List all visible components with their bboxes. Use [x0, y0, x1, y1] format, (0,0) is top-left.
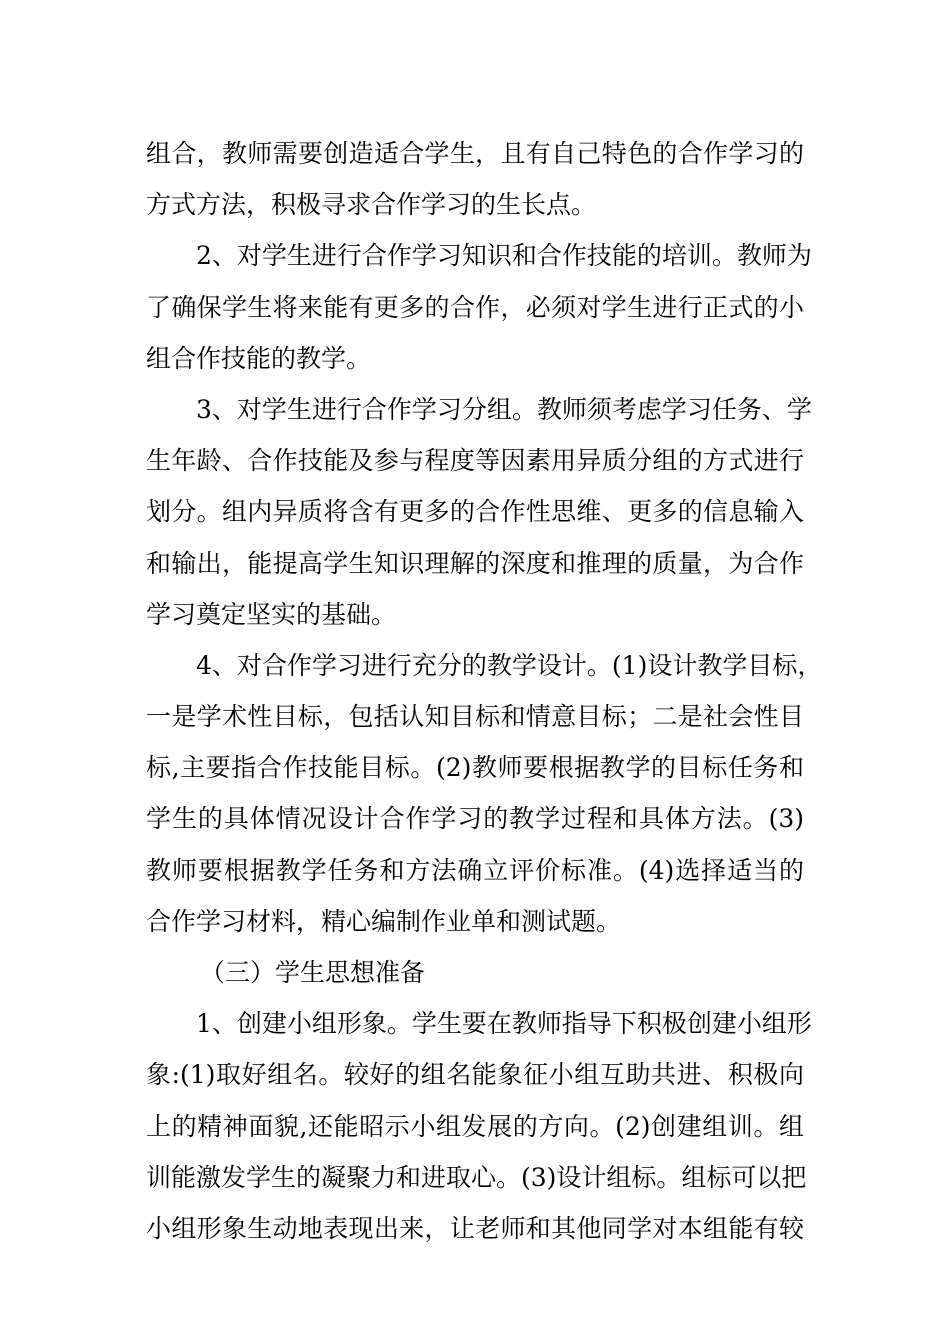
text-line: 小组形象生动地表现出来，让老师和其他同学对本组能有较: [146, 1213, 804, 1243]
text-line: 了确保学生将来能有更多的合作，必须对学生进行正式的小: [146, 292, 804, 322]
text-line: 3、对学生进行合作学习分组。教师须考虑学习任务、学: [196, 394, 812, 424]
text-line: 1、创建小组形象。学生要在教师指导下积极创建小组形: [196, 1009, 812, 1039]
text-line: 教师要根据教学任务和方法确立评价标准。(4)选择适当的: [146, 855, 804, 885]
text-line: 4、对合作学习进行充分的教学设计。(1)设计教学目标，: [196, 650, 823, 680]
text-line: 上的精神面貌,还能昭示小组发展的方向。(2)创建组训。组: [146, 1111, 804, 1141]
text-line: 组合作技能的教学。: [146, 343, 372, 373]
section-heading: （三）学生思想准备: [200, 958, 426, 987]
text-line: 合作学习材料，精心编制作业单和测试题。: [146, 906, 622, 936]
text-line: 划分。组内异质将含有更多的合作性思维、更多的信息输入: [146, 497, 804, 527]
text-line: 和输出，能提高学生知识理解的深度和推理的质量，为合作: [146, 548, 804, 578]
text-line: 方式方法，积极寻求合作学习的生长点。: [146, 190, 597, 220]
text-line: 训能激发学生的凝聚力和进取心。(3)设计组标。组标可以把: [146, 1162, 807, 1192]
text-line: 生年龄、合作技能及参与程度等因素用异质分组的方式进行: [146, 446, 804, 476]
text-line: 学习奠定坚实的基础。: [146, 599, 397, 629]
text-line: 象:(1)取好组名。较好的组名能象征小组互助共进、积极向: [146, 1060, 804, 1090]
text-line: 组合，教师需要创造适合学生，且有自己特色的合作学习的: [146, 139, 804, 168]
document-body: [146, 128, 823, 1254]
text-line: 学生的具体情况设计合作学习的教学过程和具体方法。(3): [146, 804, 804, 834]
text-line: 2、对学生进行合作学习知识和合作技能的培训。教师为: [196, 241, 812, 271]
text-line: 标,主要指合作技能目标。(2)教师要根据教学的目标任务和: [146, 753, 804, 783]
text-line: 一是学术性目标，包括认知目标和情意目标；二是社会性目: [146, 702, 804, 732]
